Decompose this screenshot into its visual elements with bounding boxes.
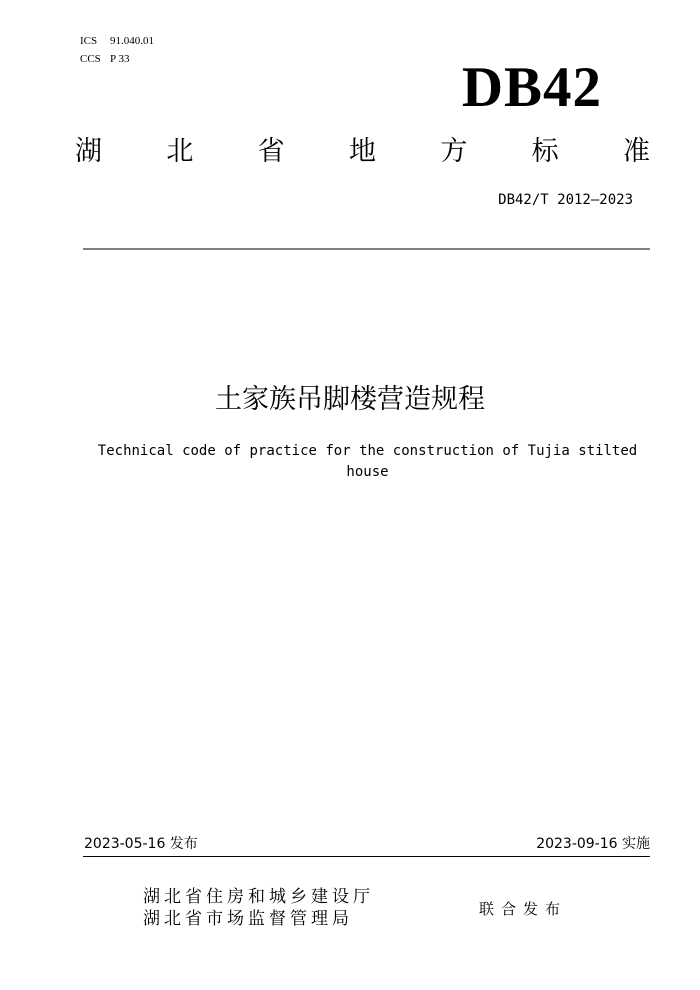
standard-number: DB42/T 2012—2023 [498, 192, 633, 208]
standard-type-char: 湖 [75, 136, 102, 167]
standard-type-char: 地 [348, 136, 376, 167]
document-title-english [95, 441, 640, 483]
implement-date: 2023-09-16 实施 [536, 836, 650, 852]
issuer: 湖北省市场监督管理局 [143, 909, 353, 929]
standard-type-char: 方 [440, 136, 468, 167]
joint-issue-label: 联合发布 [479, 900, 568, 918]
standard-type [75, 132, 650, 172]
title-en-line: Technical code of practice for the construction of Tujia stilted [97, 443, 638, 459]
issuer: 湖北省住房和城乡建设厅 [143, 887, 374, 907]
standard-type-char: 标 [531, 136, 559, 167]
header-divider [83, 248, 650, 250]
ics-label: ICS [80, 35, 98, 47]
db-mark: DB42 [461, 56, 602, 119]
publish-date: 2023-05-16 发布 [84, 836, 198, 852]
standard-type-char: 准 [622, 136, 650, 167]
footer-divider [83, 856, 650, 857]
standard-type-char: 省 [257, 136, 285, 167]
issuing-authorities [143, 886, 374, 930]
title-en-line: house [346, 464, 389, 480]
standard-type-char: 北 [166, 136, 194, 167]
ccs-code [80, 51, 129, 68]
document-title: 土家族吊脚楼营造规程 [215, 384, 485, 415]
ccs-value: P 33 [110, 53, 130, 65]
ics-value: 91.040.01 [110, 35, 154, 47]
ccs-label: CCS [80, 53, 101, 65]
ics-code [80, 33, 154, 50]
